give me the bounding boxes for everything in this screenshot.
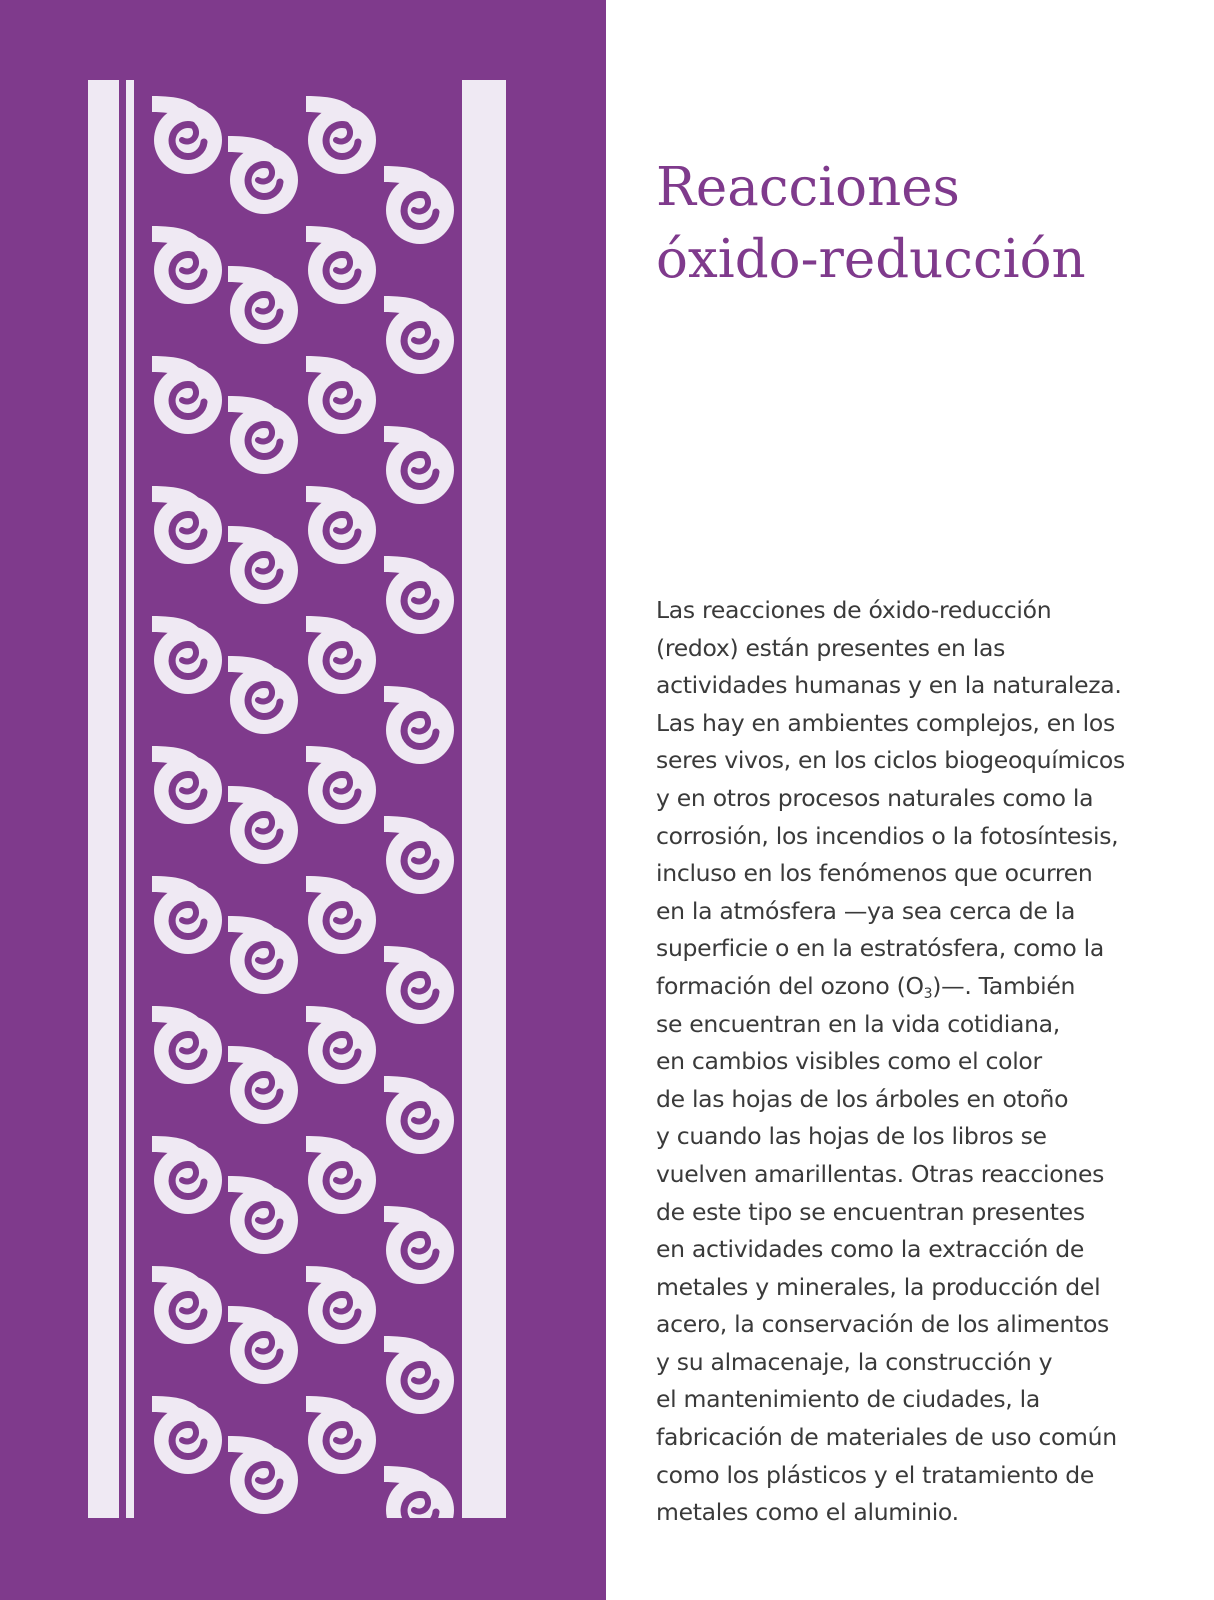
paragraph-line: como los plásticos y el tratamiento de (656, 1460, 1095, 1489)
spiral-motif (152, 1396, 222, 1474)
spiral-motif (384, 946, 454, 1024)
paragraph-line: metales y minerales, la producción del (656, 1272, 1101, 1301)
spiral-motif (384, 426, 454, 504)
decorative-panel (0, 0, 606, 1600)
spiral-motif (152, 226, 222, 304)
paragraph-line: superficie o en la estratósfera, como la (656, 934, 1104, 963)
title-line-2: óxido-reducción (656, 229, 1086, 290)
spiral-motif (228, 1046, 298, 1124)
spiral-motif (384, 1076, 454, 1154)
spiral-motif (152, 616, 222, 694)
spiral-motif (306, 226, 376, 304)
paragraph-line: en actividades como la extracción de (656, 1235, 1085, 1264)
paragraph-line: y en otros procesos naturales como la (656, 783, 1094, 812)
paragraph-line: (redox) están presentes en las (656, 633, 1006, 662)
spiral-motif (152, 746, 222, 824)
spiral-pattern-border (88, 80, 518, 1518)
ozone-text-pre: formación del ozono (O (656, 971, 924, 1000)
paragraph-line-ozone (656, 968, 1196, 1006)
paragraph-line: y cuando las hojas de los libros se (656, 1122, 1047, 1151)
spiral-motif (306, 1396, 376, 1474)
spiral-motif (228, 136, 298, 214)
paragraph-line: corrosión, los incendios o la fotosíntesis, (656, 821, 1119, 850)
spiral-motif (228, 786, 298, 864)
spiral-rows (152, 96, 454, 1518)
border-stripe-inner (126, 80, 134, 1518)
spiral-motif (228, 526, 298, 604)
paragraph-line: seres vivos, en los ciclos biogeoquímicos (656, 746, 1125, 775)
paragraph-line: de este tipo se encuentran presentes (656, 1197, 1085, 1226)
spiral-motif (228, 266, 298, 344)
spiral-motif (228, 916, 298, 994)
paragraph-line: en cambios visibles como el color (656, 1047, 1042, 1076)
spiral-motif (384, 556, 454, 634)
spiral-motif (152, 1006, 222, 1084)
spiral-motif (228, 1436, 298, 1514)
spiral-motif (384, 816, 454, 894)
title-line-1: Reacciones (656, 157, 960, 218)
spiral-motif (384, 1206, 454, 1284)
ozone-text-post: )—. También (932, 971, 1076, 1000)
spiral-motif (306, 746, 376, 824)
page-title (656, 152, 1176, 296)
spiral-motif (384, 296, 454, 374)
spiral-motif (306, 876, 376, 954)
spiral-motif (384, 1466, 454, 1518)
spiral-motif (306, 486, 376, 564)
spiral-motif (306, 616, 376, 694)
paragraph-line: y su almacenaje, la construcción y (656, 1347, 1053, 1376)
paragraph-line: metales como el aluminio. (656, 1498, 959, 1527)
spiral-motif (384, 686, 454, 764)
paragraph-line: de las hojas de los árboles en otoño (656, 1084, 1069, 1113)
spiral-motif (306, 1006, 376, 1084)
paragraph-line: vuelven amarillentas. Otras reacciones (656, 1159, 1105, 1188)
spiral-motif (152, 96, 222, 174)
paragraph-line: acero, la conservación de los alimentos (656, 1310, 1109, 1339)
spiral-motif (228, 656, 298, 734)
ozone-subscript: 3 (923, 985, 933, 1002)
spiral-motif (228, 1176, 298, 1254)
intro-paragraph (656, 592, 1196, 1532)
spiral-motif (384, 166, 454, 244)
border-stripe-right (462, 80, 506, 1518)
spiral-motif (306, 1136, 376, 1214)
paragraph-line: Las reacciones de óxido-reducción (656, 596, 1052, 624)
spiral-motif (152, 876, 222, 954)
spiral-motif (228, 1306, 298, 1384)
paragraph-line: actividades humanas y en la naturaleza. (656, 671, 1122, 700)
spiral-motif (384, 1336, 454, 1414)
spiral-motif (306, 1266, 376, 1344)
spiral-motif (228, 396, 298, 474)
spiral-motif (152, 356, 222, 434)
spiral-motif (152, 486, 222, 564)
spiral-motif (152, 1266, 222, 1344)
border-stripe-outer (88, 80, 119, 1518)
paragraph-line: Las hay en ambientes complejos, en los (656, 708, 1115, 737)
spiral-motif (152, 1136, 222, 1214)
paragraph-line: el mantenimiento de ciudades, la (656, 1385, 1040, 1414)
paragraph-line: en la atmósfera —ya sea cerca de la (656, 896, 1076, 925)
spiral-motif (306, 96, 376, 174)
paragraph-line: fabricación de materiales de uso común (656, 1423, 1117, 1452)
paragraph-line: se encuentran en la vida cotidiana, (656, 1009, 1060, 1038)
spiral-motif (306, 356, 376, 434)
paragraph-line: incluso en los fenómenos que ocurren (656, 859, 1093, 888)
